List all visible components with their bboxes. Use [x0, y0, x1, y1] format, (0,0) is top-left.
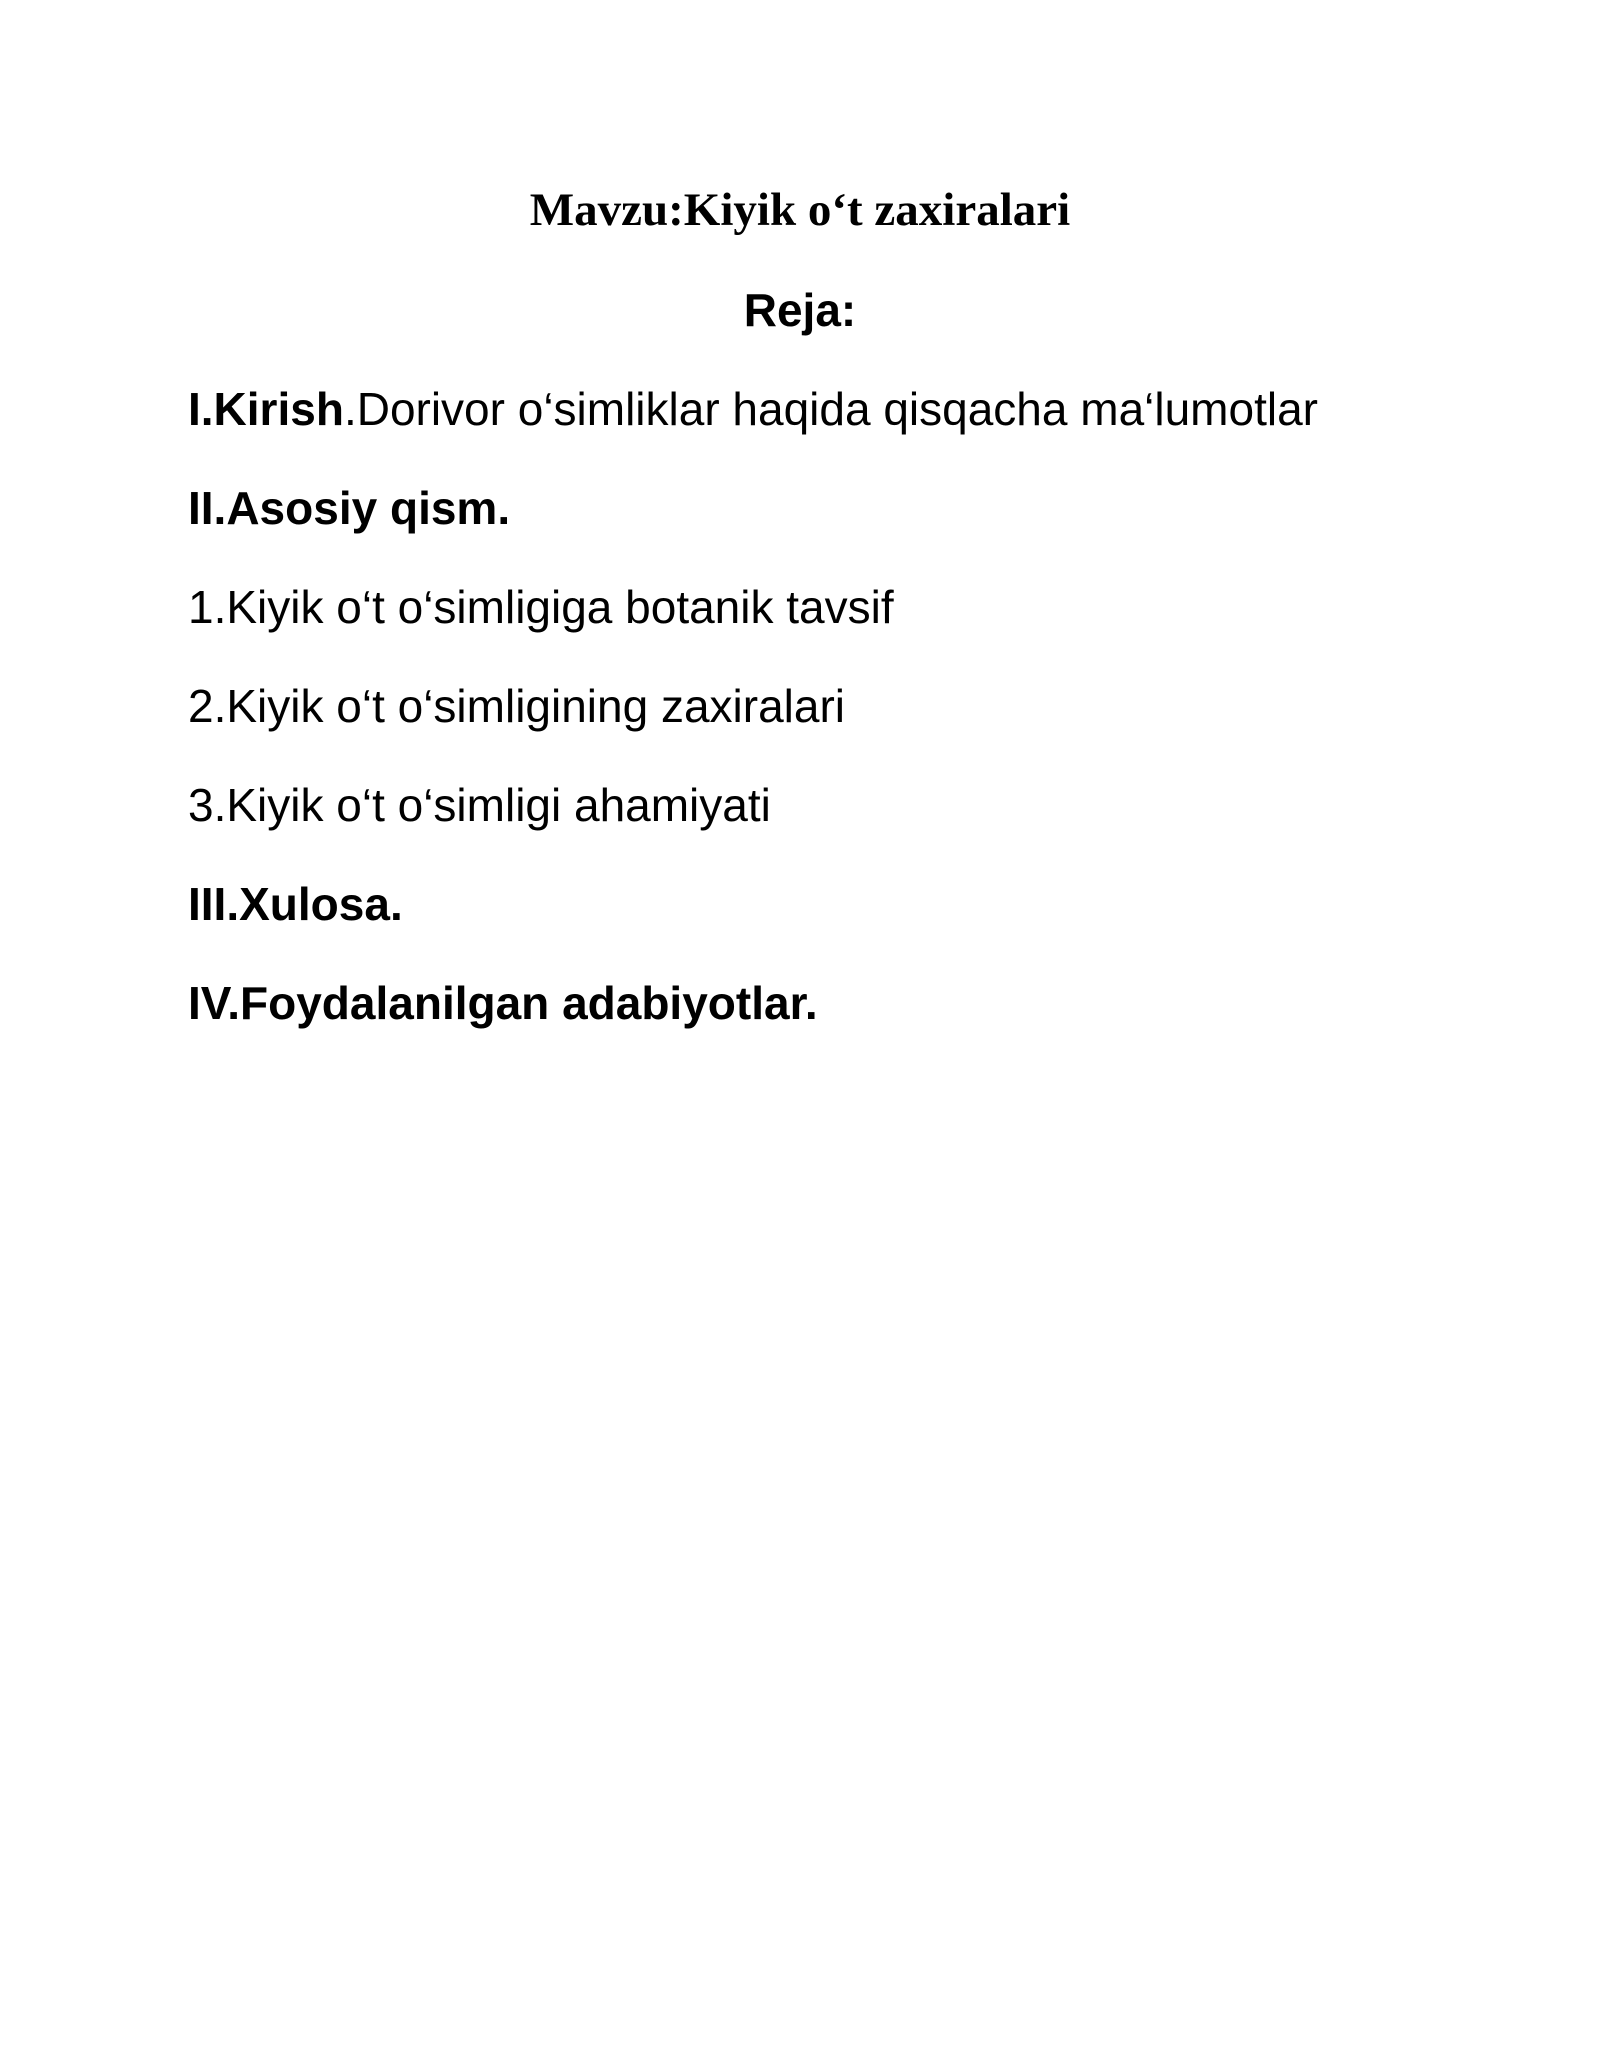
outline-item-2 [188, 678, 1412, 735]
outline-item-kirish-regular-text: .Dorivor o‘simliklar haqida qisqacha ma‘lumotlar [343, 383, 1318, 435]
outline-item-xulosa [188, 876, 1412, 933]
outline-item-2-regular-text: 2.Kiyik o‘t o‘simligining zaxiralari [188, 680, 846, 732]
outline-item-adabiyotlar [188, 975, 1412, 1032]
outline-item-xulosa-bold-text: III.Xulosa. [188, 878, 403, 930]
outline-item-kirish-bold-text: I.Kirish [188, 383, 344, 435]
outline-item-adabiyotlar-bold-text: IV.Foydalanilgan adabiyotlar. [188, 977, 818, 1029]
outline-item-3 [188, 777, 1412, 834]
document-title: Mavzu:Kiyik o‘t zaxiralari [529, 184, 1071, 236]
outline-item-1-regular-text: 1.Kiyik o‘t o‘simligiga botanik tavsif [188, 581, 894, 633]
outline-item-asosiy-qism-bold-text: II.Asosiy qism. [188, 482, 511, 534]
outline-item-asosiy-qism [188, 480, 1412, 537]
outline-item-3-regular-text: 3.Kiyik o‘t o‘simligi ahamiyati [188, 779, 771, 831]
plan-heading: Reja: [743, 284, 857, 336]
outline-item-1 [188, 579, 1412, 636]
outline-item-kirish [188, 381, 1412, 438]
